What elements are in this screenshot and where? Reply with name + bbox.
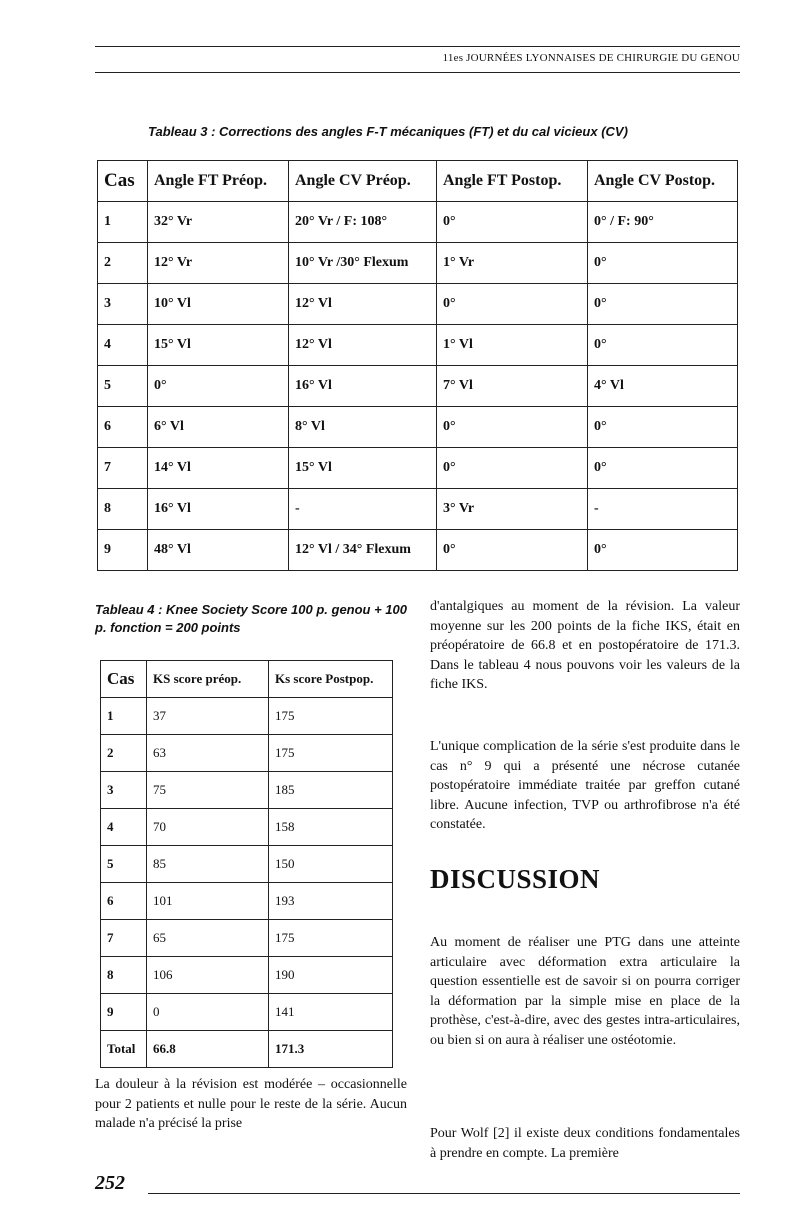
table-cell: 7° Vl: [437, 366, 588, 407]
table-cell: 20° Vr / F: 108°: [289, 202, 437, 243]
table-cell: 0°: [588, 325, 738, 366]
table-cell-case: 8: [101, 957, 147, 994]
table-row: [101, 772, 393, 809]
table-cell-case: 7: [98, 448, 148, 489]
table-cell: 6° Vl: [148, 407, 289, 448]
table-cell: 32° Vr: [148, 202, 289, 243]
table-cell: 12° Vl: [289, 284, 437, 325]
table-cell: 193: [269, 883, 393, 920]
table-row: [101, 735, 393, 772]
table-row: [101, 957, 393, 994]
table-cell-case: Total: [101, 1031, 147, 1068]
table3-header-row: [98, 161, 738, 202]
table-cell: 63: [147, 735, 269, 772]
section-heading-discussion: DISCUSSION: [430, 864, 601, 894]
table-cell: 12° Vl: [289, 325, 437, 366]
table-cell: 101: [147, 883, 269, 920]
table-cell-case: 4: [101, 809, 147, 846]
table-cell: 190: [269, 957, 393, 994]
table-cell: 185: [269, 772, 393, 809]
table-cell: 48° Vl: [148, 530, 289, 571]
running-header: 11es JOURNÉES LYONNAISES DE CHIRURGIE DU GENOU: [442, 52, 740, 64]
table-cell: 175: [269, 698, 393, 735]
table-cell: 175: [269, 920, 393, 957]
table-cell-case: 6: [101, 883, 147, 920]
table-cell: 0° / F: 90°: [588, 202, 738, 243]
table4: [100, 660, 393, 1068]
table-cell-case: 3: [98, 284, 148, 325]
table-row: [101, 1031, 393, 1068]
table-row: [98, 407, 738, 448]
table-row: [98, 530, 738, 571]
left-paragraph-1: La douleur à la révision est modérée – occasionnelle pour 2 patients et nulle pour le reste de la série. Aucun malade n'a précisé la prise: [95, 1077, 407, 1131]
table-cell-case: 1: [101, 698, 147, 735]
table-cell: 0°: [588, 407, 738, 448]
table-cell: 0°: [588, 530, 738, 571]
table-cell: 8° Vl: [289, 407, 437, 448]
table-cell-case: 6: [98, 407, 148, 448]
table-row: [98, 489, 738, 530]
table-cell-case: 9: [98, 530, 148, 571]
table-cell: 0°: [588, 448, 738, 489]
table-cell: 65: [147, 920, 269, 957]
table3-header-cell: Cas: [98, 161, 148, 202]
table-cell: 4° Vl: [588, 366, 738, 407]
table-row: [101, 698, 393, 735]
table-cell: 0°: [437, 284, 588, 325]
table-cell: 106: [147, 957, 269, 994]
table-cell: 0°: [588, 284, 738, 325]
table-row: [101, 883, 393, 920]
table-cell-case: 2: [98, 243, 148, 284]
footer-rule: [148, 1193, 740, 1194]
table-cell: 10° Vr /30° Flexum: [289, 243, 437, 284]
table-cell: 0°: [437, 448, 588, 489]
table-cell: 0°: [437, 407, 588, 448]
table-cell: 171.3: [269, 1031, 393, 1068]
table4-header-cell: Ks score Postpop.: [269, 661, 393, 698]
table-cell: 141: [269, 994, 393, 1031]
table-cell-case: 4: [98, 325, 148, 366]
table-cell: 16° Vl: [148, 489, 289, 530]
table-cell: 3° Vr: [437, 489, 588, 530]
table-cell: 150: [269, 846, 393, 883]
header-rule-top: [95, 46, 740, 47]
table-cell-case: 1: [98, 202, 148, 243]
table-row: [101, 846, 393, 883]
table3-header-cell: Angle CV Postop.: [588, 161, 738, 202]
table-cell: 70: [147, 809, 269, 846]
table4-header-cell: Cas: [101, 661, 147, 698]
table-cell: -: [588, 489, 738, 530]
table-cell: 15° Vl: [289, 448, 437, 489]
right-paragraph-4: Pour Wolf [2] il existe deux conditions fondamentales à prendre en compte. La première: [430, 1126, 740, 1161]
table3-header-cell: Angle FT Préop.: [148, 161, 289, 202]
table-cell: 75: [147, 772, 269, 809]
table-cell: 0: [147, 994, 269, 1031]
table-cell: 0°: [148, 366, 289, 407]
table-row: [101, 809, 393, 846]
table-cell: 175: [269, 735, 393, 772]
right-paragraph-3: Au moment de réaliser une PTG dans une atteinte articulaire avec déformation extra articulaire la question essentielle est de savoir si on pourra corriger la déformation par la simple mise en place de la prothèse, c'est-à-dire, avec des gestes intra-articulaires, ou bien si on aura à réaliser une ostéotomie.: [430, 935, 740, 1048]
table-row: [98, 325, 738, 366]
table-cell-case: 5: [101, 846, 147, 883]
table-cell: 158: [269, 809, 393, 846]
table-cell: 0°: [588, 243, 738, 284]
page-number: 252: [95, 1172, 125, 1194]
table-cell-case: 2: [101, 735, 147, 772]
table-row: [98, 202, 738, 243]
table-cell: 0°: [437, 202, 588, 243]
table-cell: 85: [147, 846, 269, 883]
table-cell: 37: [147, 698, 269, 735]
table-cell: 1° Vl: [437, 325, 588, 366]
header-rule-bottom: [95, 72, 740, 73]
table-cell: 16° Vl: [289, 366, 437, 407]
table4-header-row: [101, 661, 393, 698]
table-cell: 1° Vr: [437, 243, 588, 284]
table-cell-case: 9: [101, 994, 147, 1031]
right-paragraph-2: L'unique complication de la série s'est produite dans le cas n° 9 qui a présenté une nécrose cutanée postopératoire immédiate traitée par greffon cutané libre. Aucune infection, TVP ou arthrofibrose n'a été constatée.: [430, 739, 740, 832]
table-row: [98, 366, 738, 407]
table-row: [98, 448, 738, 489]
table-cell-case: 5: [98, 366, 148, 407]
table-row: [101, 920, 393, 957]
table4-header-cell: KS score préop.: [147, 661, 269, 698]
table-row: [101, 994, 393, 1031]
table-cell: 12° Vr: [148, 243, 289, 284]
table-cell-case: 7: [101, 920, 147, 957]
table-cell: 10° Vl: [148, 284, 289, 325]
table4-caption: Tableau 4 : Knee Society Score 100 p. genou + 100 p. fonction = 200 points: [95, 602, 407, 635]
table3-header-cell: Angle CV Préop.: [289, 161, 437, 202]
table-row: [98, 284, 738, 325]
right-paragraph-1: d'antalgiques au moment de la révision. La valeur moyenne sur les 200 points de la fiche IKS, était en préopératoire de 66.8 et en postopératoire de 171.3. Dans le tableau 4 nous pouvons voir les valeurs de la fiche IKS.: [430, 599, 740, 692]
table-cell: -: [289, 489, 437, 530]
table-cell: 14° Vl: [148, 448, 289, 489]
table-cell-case: 8: [98, 489, 148, 530]
table-row: [98, 243, 738, 284]
table-cell: 66.8: [147, 1031, 269, 1068]
table-cell: 12° Vl / 34° Flexum: [289, 530, 437, 571]
table-cell: 15° Vl: [148, 325, 289, 366]
table3-header-cell: Angle FT Postop.: [437, 161, 588, 202]
table-cell: 0°: [437, 530, 588, 571]
table-cell-case: 3: [101, 772, 147, 809]
table3: [97, 160, 738, 571]
table3-caption: Tableau 3 : Corrections des angles F-T mécaniques (FT) et du cal vicieux (CV): [148, 124, 628, 139]
